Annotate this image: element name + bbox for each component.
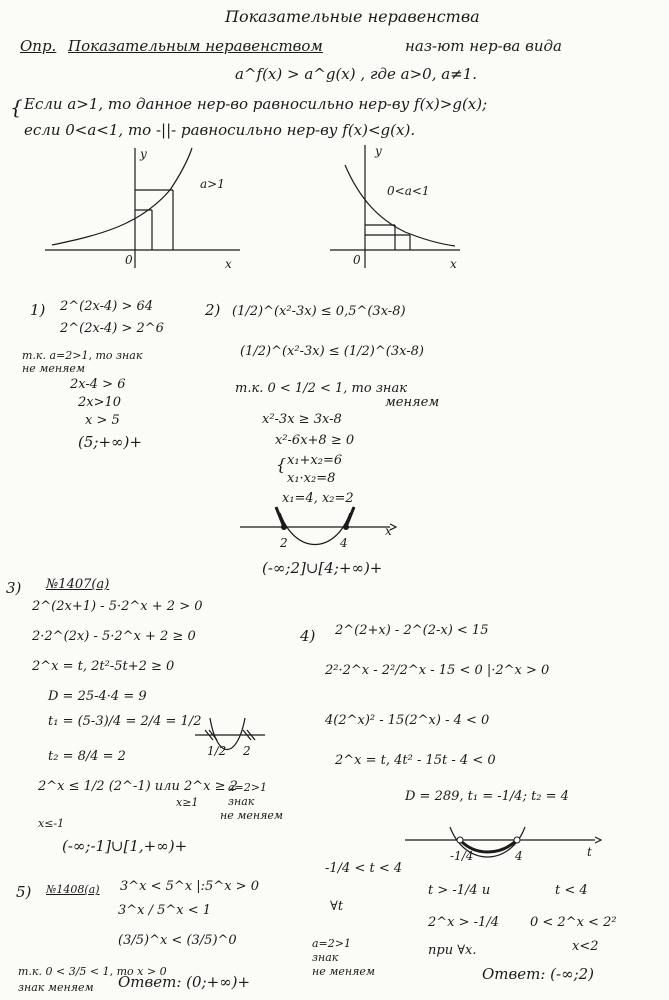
ex3-point-half: 1/2 [207,744,227,758]
ex3-line: x≥1 [176,796,199,809]
graph-a-less-1 [325,140,465,275]
ex4-line: t > -1/4 и [428,883,491,898]
ex5-line: (3/5)^x < (3/5)^0 [118,933,237,948]
ex1-number: 1) [30,301,46,319]
ex4-number-line [405,822,605,872]
ex4-line: D = 289, t₁ = -1/4; t₂ = 4 [405,789,569,804]
ex3-line: 2·2^(2x) - 5·2^x + 2 ≥ 0 [32,629,196,644]
ex4-line: x<2 [572,939,599,954]
graph-right-y: y [375,144,382,158]
ex2-line: (1/2)^(x²-3x) ≤ 0,5^(3x-8) [232,304,406,319]
ex2-line: т.к. 0 < 1/2 < 1, то знак [235,381,407,396]
ex1-answer: (5;+∞)+ [78,433,142,451]
graph-left-x: x [225,257,232,271]
ex3-ref: №1407(а) [46,577,110,592]
ex3-number: 3) [6,579,22,597]
ex4-line: 2^x = t, 4t² - 15t - 4 < 0 [335,753,496,768]
ex4-line: 2²·2^x - 2²/2^x - 15 < 0 |·2^x > 0 [325,663,550,678]
ex2-line: меняем [385,395,440,410]
ex4-line: при ∀x. [428,943,477,958]
ex3-number-line [195,710,275,760]
ex1-line: 2^(2x-4) > 2^6 [60,321,164,336]
rules-brace: { [10,95,23,119]
ex5-line: знак меняем [18,981,94,994]
graph-left-y: y [140,147,147,161]
ex4-line: a=2>1 [312,937,351,950]
ex4-line: -1/4 < t < 4 [325,861,403,876]
graph-right-x: x [450,257,457,271]
ex2-axis-x: x [385,524,392,538]
ex5-line: 3^x / 5^x < 1 [118,903,212,918]
ex2-number: 2) [205,301,221,319]
ex4-answer: Ответ: (-∞;2) [482,965,595,983]
ex4-line: 2^(2+x) - 2^(2-x) < 15 [335,623,489,638]
ex1-line: не меняем [22,362,86,375]
ex3-line: знак [228,795,255,808]
ex2-system-brace: { [276,455,287,474]
ex1-line: 2^(2x-4) > 64 [60,299,154,314]
ex4-number: 4) [300,627,316,645]
ex4-line: ∀t [330,899,344,914]
ex3-line: x≤-1 [38,817,65,830]
ex4-line: знак [312,951,339,964]
ex2-point-4: 4 [340,536,348,550]
ex3-line: 2^x ≤ 1/2 (2^-1) или 2^x ≥ 2 [38,779,238,794]
ex5-line: 3^x < 5^x |:5^x > 0 [120,879,259,894]
ex3-line: D = 25-4·4 = 9 [48,689,147,704]
ex3-line: 2^x = t, 2t²-5t+2 ≥ 0 [32,659,175,674]
ex4-point-neg-quarter: -1/4 [450,849,474,863]
ex1-line: 2x>10 [78,395,122,410]
ex3-line: 2^(2x+1) - 5·2^x + 2 > 0 [32,599,203,614]
ex1-line: т.к. a=2>1, то знак [22,349,143,362]
definition-term: Показательным неравенством [68,37,323,55]
ex2-line: (1/2)^(x²-3x) ≤ (1/2)^(3x-8) [240,344,424,359]
page-title: Показательные неравенства [225,7,480,26]
ex4-line: t < 4 [555,883,588,898]
ex5-ref: №1408(а) [46,883,100,896]
definition-label: Опр. [20,37,57,55]
ex2-number-line [240,505,400,555]
ex3-line: не меняем [220,809,284,822]
graph-right-condition: 0<a<1 [387,184,430,198]
ex5-number: 5) [16,883,32,901]
ex4-point-4: 4 [515,849,523,863]
ex2-answer: (-∞;2]∪[4;+∞)+ [262,559,383,577]
graph-a-greater-1 [40,140,250,275]
graph-left-condition: a>1 [200,177,225,191]
ex3-line: t₂ = 8/4 = 2 [48,749,126,764]
ex5-line: т.к. 0 < 3/5 < 1, то x > 0 [18,965,167,978]
ex4-line: 4(2^x)² - 15(2^x) - 4 < 0 [325,713,490,728]
definition-rest: наз-ют нер-ва вида [405,37,562,55]
ex4-line: 2^x > -1/4 [428,915,499,930]
ex4-line: 0 < 2^x < 2² [530,915,617,930]
rule-2: если 0<a<1, то -||- равносильно нер-ву f(x)<g(x). [24,121,416,139]
ex2-line: x₁+x₂=6 [287,453,343,468]
ex2-line: x₁=4, x₂=2 [282,491,354,506]
graph-left-origin: 0 [125,253,133,267]
ex1-line: x > 5 [85,413,120,428]
definition-formula: a^f(x) > a^g(x) , где a>0, a≠1. [235,65,478,83]
ex2-line: x²-3x ≥ 3x-8 [262,412,342,427]
ex3-line: t₁ = (5-3)/4 = 2/4 = 1/2 [48,714,202,729]
ex4-axis-t: t [587,845,592,859]
ex2-point-2: 2 [280,536,288,550]
ex5-answer: Ответ: (0;+∞)+ [118,973,251,991]
ex3-line: a=2>1 [228,781,267,794]
rule-1: Если a>1, то данное нер-во равносильно нер-ву f(x)>g(x); [24,95,488,113]
ex3-answer: (-∞;-1]∪[1,+∞)+ [62,837,188,855]
ex1-line: 2x-4 > 6 [70,377,126,392]
ex2-line: x²-6x+8 ≥ 0 [275,433,355,448]
ex3-point-2: 2 [243,744,251,758]
ex4-line: не меняем [312,965,376,978]
ex2-line: x₁·x₂=8 [287,471,336,486]
graph-right-origin: 0 [353,253,361,267]
